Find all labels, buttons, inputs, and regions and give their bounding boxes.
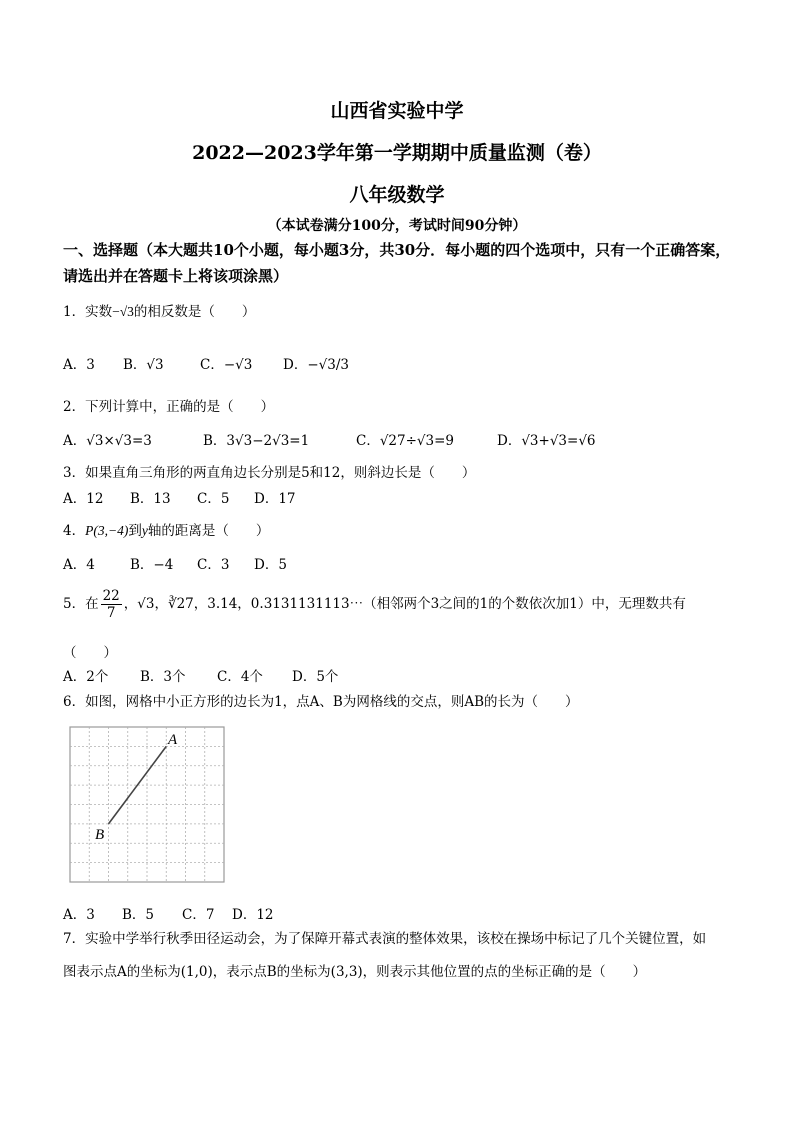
exam-note: （本试卷满分100分，考试时间90分钟） — [267, 218, 527, 234]
q1-expr: −√3 — [112, 304, 134, 319]
q2-option-d[interactable]: D．√3+√3=√6 — [497, 433, 596, 449]
q5-frac-num: 22 — [102, 588, 120, 604]
question-2: 2．下列计算中，正确的是（ ） — [63, 399, 275, 415]
q6-option-b[interactable]: B．5 — [122, 907, 155, 923]
q1-post: 的相反数是（ ） — [133, 304, 256, 320]
q3-option-b[interactable]: B．13 — [130, 491, 171, 507]
question-7-line-1: 7．实验中学举行秋季田径运动会，为了保障开幕式表演的整体效果，该校在操场中标记了几个关键位置，如 — [63, 931, 707, 947]
q4-point: P(3,−4) — [85, 523, 129, 538]
q4-option-d[interactable]: D．5 — [254, 557, 287, 573]
q6-grid-figure — [65, 722, 230, 887]
q5-pre: 5．在 — [63, 596, 99, 613]
q5-option-a[interactable]: A．2个 — [63, 669, 109, 685]
q5-option-b[interactable]: B．3个 — [140, 669, 186, 685]
school-title: 山西省实验中学 — [330, 100, 464, 122]
q3-option-d[interactable]: D．17 — [254, 491, 296, 507]
q4-axis: y — [141, 523, 148, 538]
question-1 — [63, 300, 255, 320]
q4-option-a[interactable]: A．4 — [63, 557, 95, 573]
q6-option-d[interactable]: D．12 — [232, 907, 274, 923]
q4-option-c[interactable]: C．3 — [197, 557, 230, 573]
q1-option-b[interactable]: B．√3 — [123, 357, 164, 373]
q6-option-a[interactable]: A．3 — [63, 907, 95, 923]
q2-option-c[interactable]: C．√27÷√3=9 — [356, 433, 455, 449]
q5-option-d[interactable]: D．5个 — [292, 669, 339, 685]
q1-option-d[interactable]: D．−√3/3 — [283, 357, 349, 373]
q2-option-b[interactable]: B．3√3−2√3=1 — [203, 433, 310, 449]
label-a: A — [168, 732, 178, 748]
question-6: 6．如图，网格中小正方形的边长为1，点A、B为网格线的交点，则AB的长为（ ） — [63, 694, 579, 710]
q4-post: 轴的距离是（ ） — [147, 523, 270, 539]
q5-frac-den: 7 — [106, 605, 116, 622]
q1-option-a[interactable]: A．3 — [63, 357, 95, 373]
q3-option-a[interactable]: A．12 — [63, 491, 104, 507]
grid-lines — [70, 727, 224, 882]
question-7-line-2: 图表示点A的坐标为(1,0)，表示点B的坐标为(3,3)，则表示其他位置的点的坐标正确的是（ ） — [63, 964, 647, 980]
q5-paren: （ ） — [63, 645, 117, 661]
q5-option-c[interactable]: C．4个 — [217, 669, 263, 685]
subject-title: 八年级数学 — [349, 184, 445, 206]
q4-mid: 到 — [128, 523, 142, 539]
segment-ab — [109, 746, 167, 824]
q5-mid: ，√3，∛27，3.14，0.3131131113⋯（相邻两个3之间的1的个数依次加1）中，无理数共有 — [123, 596, 686, 613]
q2-option-a[interactable]: A．√3×√3=3 — [63, 433, 152, 449]
q3-option-c[interactable]: C．5 — [197, 491, 230, 507]
question-4: 4．P(3,−4)到y轴的距离是（ ） — [63, 523, 270, 539]
exam-title: 2022—2023学年第一学期期中质量监测（卷） — [192, 142, 602, 164]
q1-pre: 1．实数 — [63, 304, 113, 320]
q6-option-c[interactable]: C．7 — [182, 907, 215, 923]
question-3: 3．如果直角三角形的两直角边长分别是5和12，则斜边长是（ ） — [63, 465, 476, 481]
q5-fraction — [101, 588, 122, 621]
label-b: B — [95, 827, 105, 843]
section-heading: 一、选择题（本大题共10个小题，每小题3分，共30分．每小题的四个选项中，只有一个正确答案，请选出并在答题卡上将该项涂黑） — [63, 241, 731, 285]
q4-option-b[interactable]: B．−4 — [130, 557, 174, 573]
question-5 — [63, 588, 686, 621]
q1-option-c[interactable]: C．−√3 — [200, 357, 253, 373]
